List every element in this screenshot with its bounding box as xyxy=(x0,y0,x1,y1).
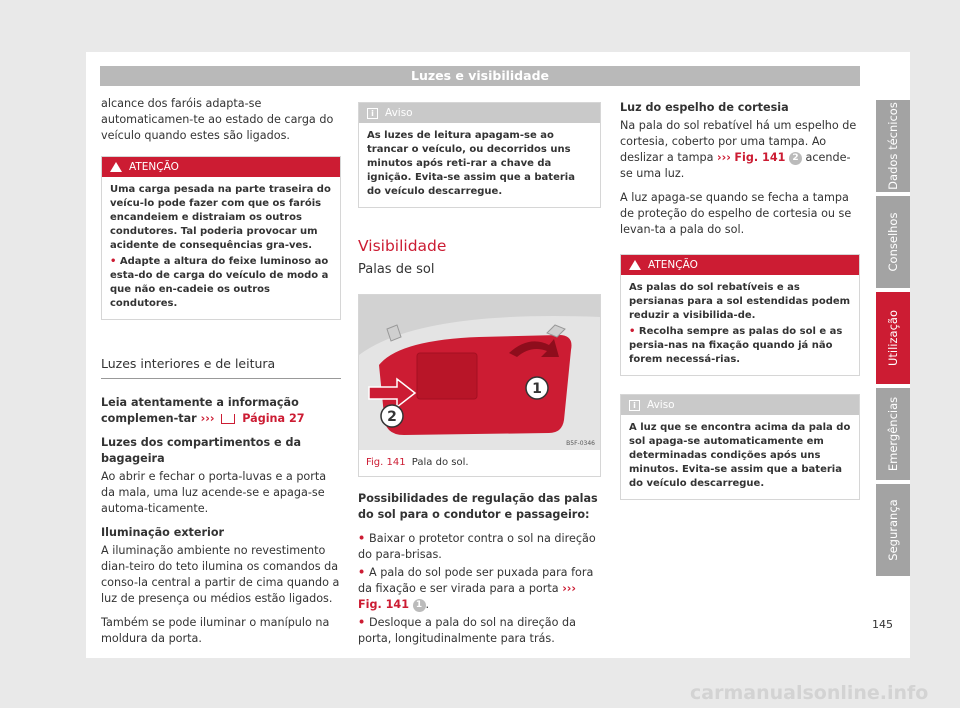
intro-text: alcance dos faróis adapta-se automaticamen-te ao estado de carga do veículo quando estes são ligados. xyxy=(101,97,334,142)
bullet-1 xyxy=(358,531,601,563)
note-box xyxy=(358,102,601,208)
read-note-text: Leia atentamente a informação complemen-tar xyxy=(101,396,299,425)
marker-1: 1 xyxy=(532,381,542,397)
bullet-2-arrow: ››› xyxy=(562,582,577,595)
page-header: Luzes e visibilidade xyxy=(100,66,860,86)
tab-utilizacao[interactable] xyxy=(876,292,910,384)
warning-body-2 xyxy=(621,275,859,375)
watermark: carmanualsonline.info xyxy=(690,682,929,704)
sun-visor-image xyxy=(359,295,600,450)
figure-141 xyxy=(358,294,601,477)
figure-code: B5F-0346 xyxy=(566,440,595,447)
page-number: 145 xyxy=(872,618,893,631)
mirror-light-text1b: acende-se uma luz. xyxy=(620,151,851,180)
read-note xyxy=(101,395,341,427)
mirror-light-text1a: Na pala do sol rebatível há um espelho de cortesia, coberto por uma tampa. Ao deslizar a tampa xyxy=(620,119,857,164)
column-3 xyxy=(620,100,860,514)
column-2 xyxy=(358,102,601,655)
bullet-2-fig-link[interactable]: Fig. 141 xyxy=(358,598,409,611)
heading-palas: Palas de sol xyxy=(358,262,435,277)
warning-text-2: As palas do sol rebatíveis e as persianas para a sol estendidas podem reduzir a visibilida-de. xyxy=(629,282,851,321)
chapter-tabs xyxy=(876,100,910,580)
tab-label: Utilização xyxy=(886,309,900,367)
mirror-arrow: ››› xyxy=(717,151,731,164)
mirror-light-title: Luz do espelho de cortesia xyxy=(620,101,789,114)
tab-emergencias[interactable] xyxy=(876,388,910,480)
sun-visor-drawing xyxy=(359,295,600,450)
warning-header-2 xyxy=(621,255,859,275)
warning-bullet xyxy=(110,255,332,311)
sub1-text: Ao abrir e fechar o porta-luvas e a porta da mala, uma luz acende-se e apaga-se automa-ticamente. xyxy=(101,470,327,515)
warning-triangle-icon xyxy=(110,162,122,172)
heading-visibilidade: Visibilidade xyxy=(358,237,447,255)
tab-dados-tecnicos[interactable] xyxy=(876,100,910,192)
warning-box xyxy=(101,156,341,320)
mirror-light-text1 xyxy=(620,118,860,182)
book-icon xyxy=(221,414,235,424)
bullet-icon: • xyxy=(358,532,370,545)
warning-text: Uma carga pesada na parte traseira do veícu-lo pode fazer com que os faróis encandeiem e distraiam os outros condutores. Tal poderia provocar um acidente de consequências gra-ves. xyxy=(110,184,331,251)
note-label-2: Aviso xyxy=(647,399,675,411)
bullet-icon: • xyxy=(358,566,370,579)
warning-body xyxy=(102,177,340,319)
sub2-text: A iluminação ambiente no revestimento dian-teiro do teto ilumina os comandos da conso-la central a partir de cima quando a luz de presença ou médios estão ligados. xyxy=(101,544,340,605)
marker-2: 2 xyxy=(387,409,397,425)
figure-caption xyxy=(359,450,600,476)
tab-seguranca[interactable] xyxy=(876,484,910,576)
mirror-marker: 2 xyxy=(789,152,802,165)
note-body xyxy=(359,123,600,207)
bullet-2-text: A pala do sol pode ser puxada para fora da fixação e ser virada para a porta xyxy=(358,566,594,595)
bullet-3-text: Desloque a pala do sol na direção da porta, longitudinalmente para trás. xyxy=(358,616,576,645)
note-text-2: A luz que se encontra acima da pala do sol apaga-se automaticamente em determinadas condições após uns minutos. Evita-se assim que a bateria do veículo descarregue. xyxy=(629,422,851,489)
warning-header xyxy=(102,157,340,177)
tab-label: Dados técnicos xyxy=(886,102,900,190)
warning-label: ATENÇÃO xyxy=(129,161,179,173)
note-box-2 xyxy=(620,394,860,500)
note-header xyxy=(359,103,600,123)
section-title: Luzes interiores e de leitura xyxy=(101,356,341,379)
warning-bullet-2-text: Recolha sempre as palas do sol e as persia-nas na fixação quando já não forem necessá-rias. xyxy=(629,326,843,365)
sub2-text2: Também se pode iluminar o manípulo na moldura da porta. xyxy=(101,616,330,645)
tab-label: Emergências xyxy=(886,396,900,472)
tab-label: Conselhos xyxy=(886,212,900,272)
sub2-title: Iluminação exterior xyxy=(101,526,225,539)
bullet-1-text: Baixar o protetor contra o sol na direção do para-brisas. xyxy=(358,532,596,561)
warning-bullet-2 xyxy=(629,325,851,367)
tab-label: Segurança xyxy=(886,499,900,561)
info-icon: i xyxy=(367,108,378,119)
warning-label-2: ATENÇÃO xyxy=(648,259,698,271)
info-icon: i xyxy=(629,400,640,411)
read-note-arrow: ››› xyxy=(200,412,215,425)
figure-label: Fig. 141 xyxy=(366,457,406,468)
tab-conselhos[interactable] xyxy=(876,196,910,288)
bullet-icon: • xyxy=(629,326,639,337)
sub1-title: Luzes dos compartimentos e da bagageira xyxy=(101,436,302,465)
warning-box-2 xyxy=(620,254,860,376)
note-body-2 xyxy=(621,415,859,499)
adjust-title: Possibilidades de regulação das palas do sol para o condutor e passageiro: xyxy=(358,492,598,521)
note-text: As luzes de leitura apagam-se ao trancar o veículo, ou decorridos uns minutos após reti-rar a chave da ignição. Evita-se assim que a bateria do veículo descarregue. xyxy=(367,130,575,197)
bullet-2-marker: 1 xyxy=(413,599,426,612)
warning-bullet-text: Adapte a altura do feixe luminoso ao esta-do de carga do veículo de modo a que não en-cadeie os outros condutores. xyxy=(110,256,329,309)
bullet-icon: • xyxy=(358,616,370,629)
mirror-light-text2: A luz apaga-se quando se fecha a tampa de proteção do espelho de cortesia ou se levan-ta a pala do sol. xyxy=(620,191,852,236)
column-1 xyxy=(101,96,341,655)
bullet-3 xyxy=(358,615,601,647)
figure-caption-text: Pala do sol. xyxy=(411,457,469,468)
mirror-fig-link[interactable]: Fig. 141 xyxy=(734,151,786,164)
bullet-2: • A pala do sol pode ser puxada para fora da fixação e ser virada para a porta ››› Fig. 141 1 . xyxy=(358,566,594,611)
note-label: Aviso xyxy=(385,107,413,119)
read-note-link[interactable]: Página 27 xyxy=(242,412,305,425)
warning-triangle-icon xyxy=(629,260,641,270)
note-header-2 xyxy=(621,395,859,415)
bullet-icon: • xyxy=(110,256,120,267)
